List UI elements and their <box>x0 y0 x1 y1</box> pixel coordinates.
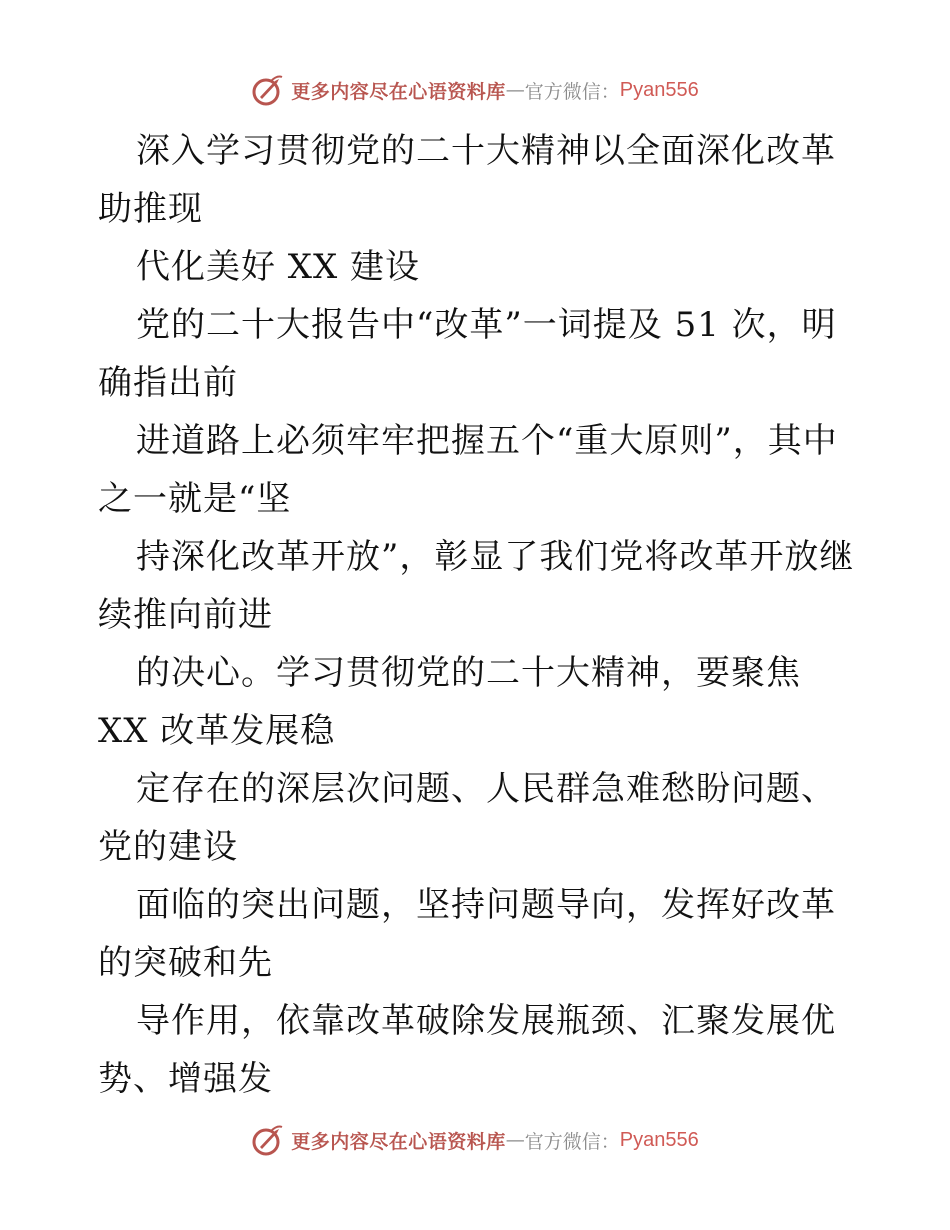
header-wechat-label: 官方微信： <box>524 80 620 103</box>
body-paragraph: 党的二十大报告中“改革”一词提及 51 次，明确指出前 <box>98 305 837 403</box>
header-brand-text: 更多内容尽在心语资料库 <box>291 80 506 103</box>
body-paragraph: 定存在的深层次问题、人民群急难愁盼问题、党的建设 <box>98 769 836 867</box>
footer-banner <box>0 1120 950 1160</box>
body-paragraph: 进道路上必须牢牢把握五个“重大原则”，其中之一就是“坚 <box>98 421 838 519</box>
footer-brand-text: 更多内容尽在心语资料库 <box>291 1130 506 1153</box>
body-paragraph: 的决心。学习贯彻党的二十大精神，要聚焦 XX 改革发展稳 <box>98 653 801 751</box>
header-wechat-id: Pyan556 <box>619 78 699 101</box>
footer-dash: — <box>505 1129 525 1151</box>
document-body <box>98 122 858 1108</box>
body-paragraph: 导作用，依靠改革破除发展瓶颈、汇聚发展优势、增强发 <box>98 1001 836 1099</box>
header-banner <box>0 70 950 110</box>
body-paragraph: 代化美好 XX 建设 <box>136 247 421 287</box>
quill-pen-logo-icon <box>251 1123 285 1157</box>
header-dash: — <box>505 79 525 101</box>
body-paragraph: 深入学习贯彻党的二十大精神以全面深化改革助推现 <box>98 131 836 229</box>
body-paragraph: 面临的突出问题，坚持问题导向，发挥好改革的突破和先 <box>98 885 836 983</box>
quill-pen-logo-icon <box>251 73 285 107</box>
footer-wechat-id: Pyan556 <box>619 1128 699 1151</box>
body-paragraph: 持深化改革开放”，彰显了我们党将改革开放继续推向前进 <box>98 537 855 635</box>
footer-wechat-label: 官方微信： <box>524 1130 620 1153</box>
